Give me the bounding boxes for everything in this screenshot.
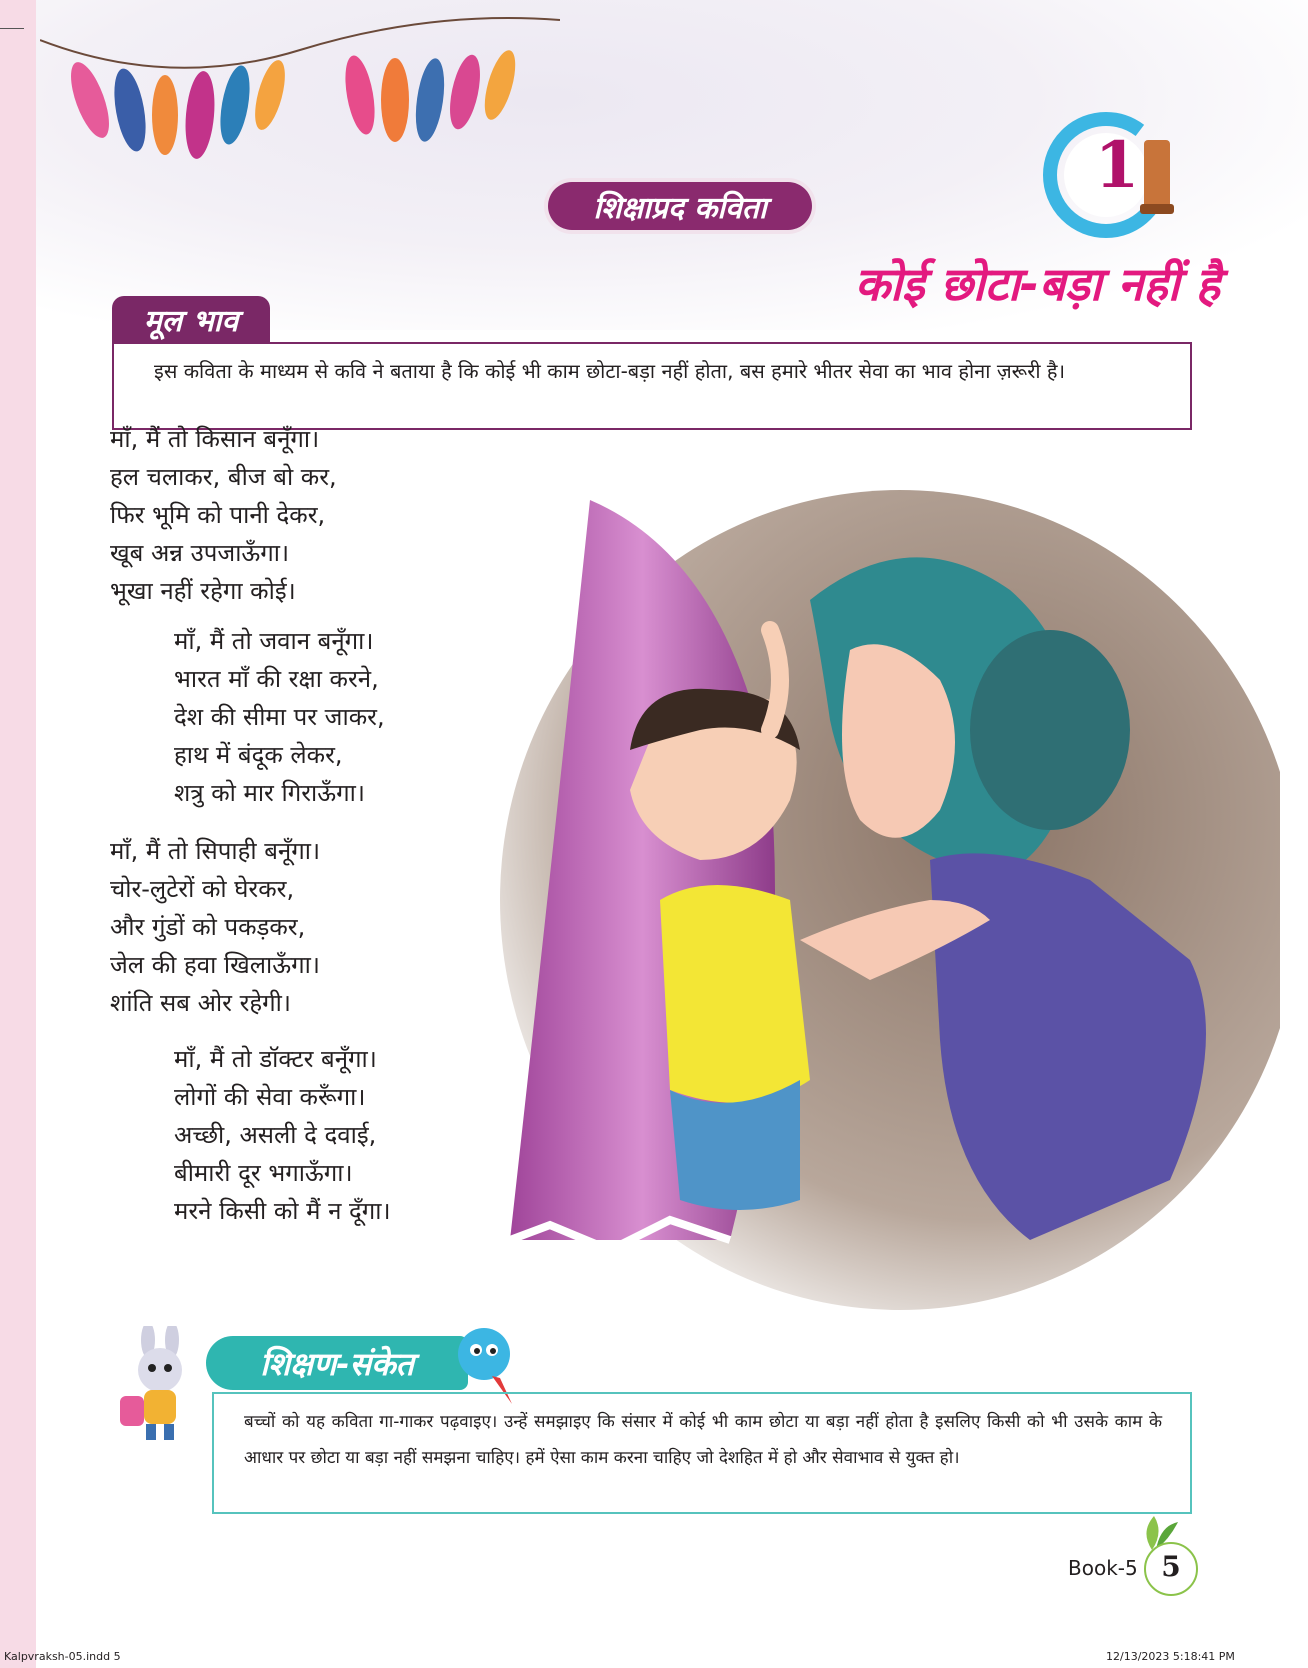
poem-line: माँ, मैं तो किसान बनूँगा। [110,425,320,453]
poem-line: माँ, मैं तो जवान बनूँगा। [174,627,374,655]
poem-line: माँ, मैं तो सिपाही बनूँगा। [110,837,321,865]
poem-line: और गुंडों को पकड़कर, [110,913,306,941]
mool-bhav-heading: मूल भाव [112,296,270,342]
poem-line: खूब अन्न उपजाऊँगा। [110,539,290,567]
page-margin-strip [0,0,36,1668]
book-label: Book-5 [1068,1556,1138,1580]
poem-line: लोगों की सेवा करूँगा। [174,1083,366,1111]
poem-stanza-4 [174,1040,391,1230]
poem-line: फिर भूमि को पानी देकर, [110,501,326,529]
poem-line: मरने किसी को मैं न दूँगा। [174,1197,391,1225]
poem-line: हाथ में बंदूक लेकर, [174,741,343,769]
poem-type-badge: शिक्षाप्रद कविता [548,182,812,230]
poem-line: माँ, मैं तो डॉक्टर बनूँगा। [174,1045,377,1073]
print-timestamp: 12/13/2023 5:18:41 PM [1106,1650,1235,1663]
mother-and-child-illustration [470,480,1280,1320]
crop-mark-top-left [0,28,24,29]
poem-line: भूखा नहीं रहेगा कोई। [110,577,296,605]
mool-bhav-text: इस कविता के माध्यम से कवि ने बताया है कि कोई भी काम छोटा-बड़ा नहीं होता, बस हमारे भीतर सेवा का भाव होना ज़रूरी है। [112,342,1192,430]
shikshan-sanket-heading: शिक्षण-संकेत [206,1336,468,1390]
shikshan-sanket-text: बच्चों को यह कविता गा-गाकर पढ़वाइए। उन्हें समझाइए कि संसार में कोई भी काम छोटा या बड़ा नहीं होता है इसलिए किसी को भी उसके काम के आधार पर छोटा या बड़ा नहीं समझना चाहिए। हमें ऐसा काम करना चाहिए जो देशहित में हो और सेवाभाव से युक्त हो। [212,1392,1192,1514]
poem-stanza-1 [110,420,337,610]
feather-garland [40,10,560,160]
poem-line: भारत माँ की रक्षा करने, [174,665,379,693]
poem-line: शत्रु को मार गिराऊँगा। [174,779,365,807]
poem-line: अच्छी, असली दे दवाई, [174,1121,377,1149]
page-number: 5 [1161,1550,1181,1583]
print-file-name: Kalpvraksh-05.indd 5 [4,1650,121,1663]
poem-line: शांति सब ओर रहेगी। [110,989,291,1017]
poem-line: चोर-लुटेरों को घेरकर, [110,875,295,903]
rabbit-mascot-icon [110,1326,210,1446]
poem-line: जेल की हवा खिलाऊँगा। [110,951,320,979]
poem-line: बीमारी दूर भगाऊँगा। [174,1159,353,1187]
poem-title: कोई छोटा-बड़ा नहीं है [854,257,1220,311]
poem-stanza-2 [174,622,385,812]
chapter-number: 1 [1094,128,1140,203]
poem-stanza-3 [110,832,320,1022]
poem-line: देश की सीमा पर जाकर, [174,703,385,731]
poem-line: हल चलाकर, बीज बो कर, [110,463,337,491]
